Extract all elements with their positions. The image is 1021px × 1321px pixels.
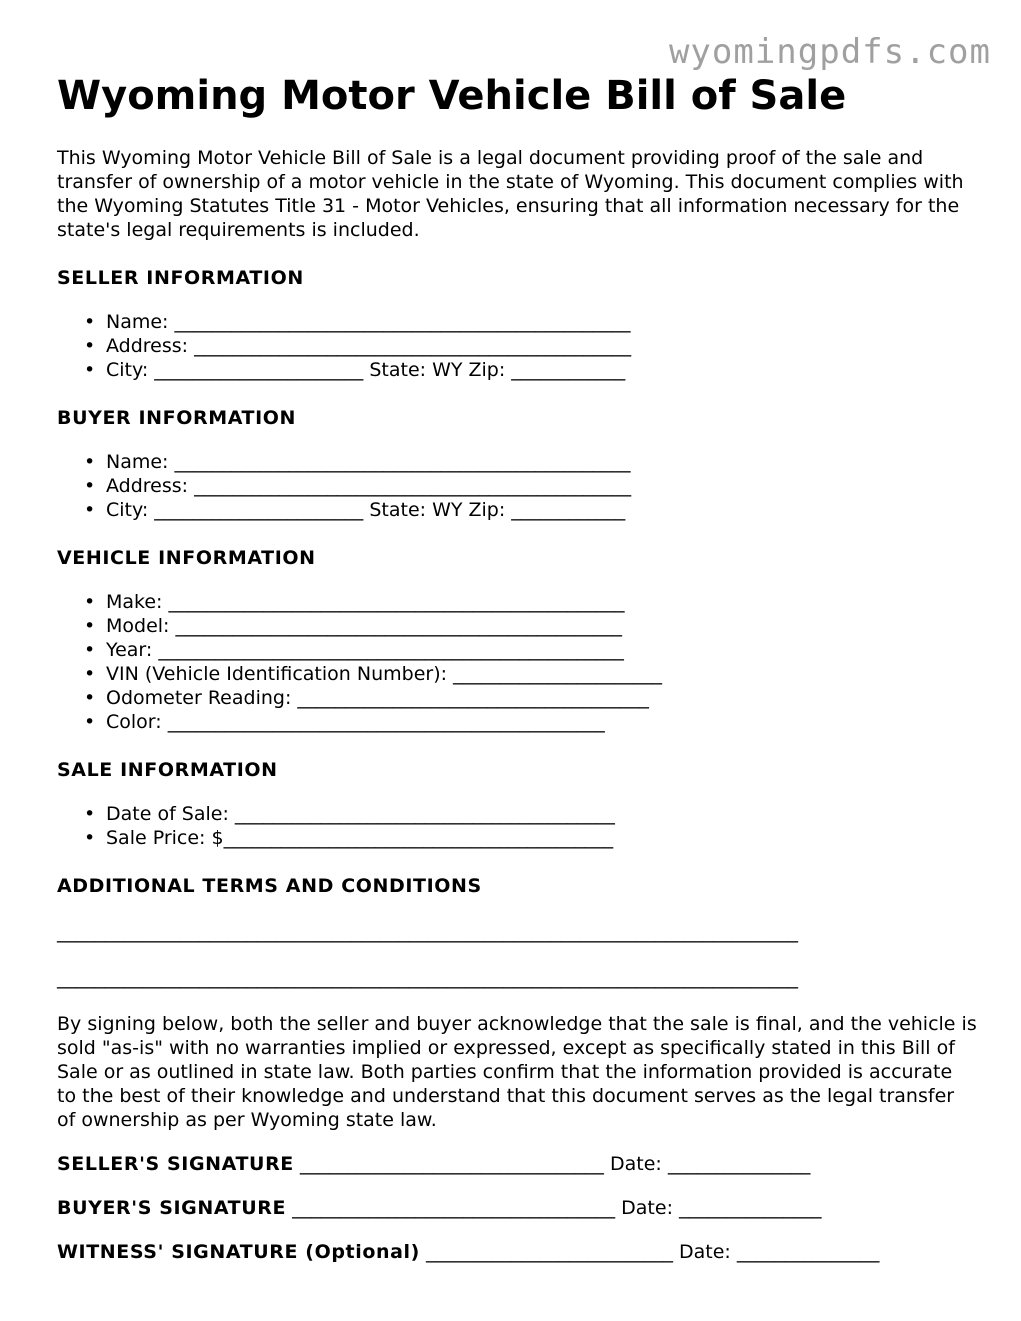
watermark: wyomingpdfs.com: [668, 32, 991, 72]
page-title: Wyoming Motor Vehicle Bill of Sale: [57, 73, 847, 119]
seller-heading: SELLER INFORMATION: [57, 267, 304, 289]
vehicle-fields: [57, 590, 977, 734]
buyer-city-field[interactable]: • City: ______________________ State: WY Zip: ____________: [106, 498, 977, 522]
closing-paragraph: By signing below, both the seller and buyer acknowledge that the sale is final, and the vehicle is sold "as-is" with no warranties implied or expressed, except as specifically stated in this Bill of Sale or as outlined in state law. Both parties confirm that the information provided is accurate to the best of their knowledge and understand that this document serves as the legal transfer of ownership as per Wyoming state law.: [57, 1013, 977, 1131]
seller-signature-field[interactable]: ________________________________ Date: _______________: [293, 1153, 811, 1175]
witness-signature-field[interactable]: __________________________ Date: _______________: [419, 1241, 880, 1263]
seller-address-field[interactable]: • Address: ______________________________________________: [106, 334, 977, 358]
buyer-address-field[interactable]: • Address: ______________________________________________: [106, 474, 977, 498]
seller-signature-row[interactable]: [57, 1152, 977, 1176]
buyer-signature-label: BUYER'S SIGNATURE: [57, 1197, 287, 1219]
document-page: [57, 72, 977, 1264]
vehicle-model-field[interactable]: • Model: _______________________________________________: [106, 614, 977, 638]
seller-city-field[interactable]: • City: ______________________ State: WY Zip: ____________: [106, 358, 977, 382]
buyer-name-field[interactable]: • Name: ________________________________________________: [106, 450, 977, 474]
terms-line-2[interactable]: ______________________________________________________________________________: [57, 967, 798, 989]
sale-price-field[interactable]: • Sale Price: $_________________________________________: [106, 826, 977, 850]
vehicle-odometer-field[interactable]: • Odometer Reading: _____________________________________: [106, 686, 977, 710]
terms-line-1[interactable]: ______________________________________________________________________________: [57, 921, 798, 943]
witness-signature-label: WITNESS' SIGNATURE (Optional): [57, 1241, 420, 1263]
buyer-fields: [57, 450, 977, 522]
vehicle-color-field[interactable]: • Color: ______________________________________________: [106, 710, 977, 734]
seller-fields: [57, 310, 977, 382]
sale-date-field[interactable]: • Date of Sale: ________________________________________: [106, 802, 977, 826]
intro-paragraph: This Wyoming Motor Vehicle Bill of Sale is a legal document providing proof of the sale and transfer of ownership of a motor vehicle in the state of Wyoming. This document complies with the Wyoming Statutes Title 31 - Motor Vehicles, ensuring that all information necessary for the state's legal requirements is included.: [57, 147, 964, 241]
buyer-signature-row[interactable]: [57, 1196, 977, 1220]
witness-signature-row[interactable]: [57, 1240, 977, 1264]
vehicle-make-field[interactable]: • Make: ________________________________________________: [106, 590, 977, 614]
vehicle-year-field[interactable]: • Year: _________________________________________________: [106, 638, 977, 662]
vehicle-vin-field[interactable]: • VIN (Vehicle Identification Number): ______________________: [106, 662, 977, 686]
terms-heading: ADDITIONAL TERMS AND CONDITIONS: [57, 875, 482, 897]
sale-heading: SALE INFORMATION: [57, 759, 278, 781]
seller-signature-label: SELLER'S SIGNATURE: [57, 1153, 294, 1175]
sale-fields: [57, 802, 977, 850]
seller-name-field[interactable]: • Name: ________________________________________________: [106, 310, 977, 334]
vehicle-heading: VEHICLE INFORMATION: [57, 547, 316, 569]
buyer-heading: BUYER INFORMATION: [57, 407, 297, 429]
buyer-signature-field[interactable]: __________________________________ Date: _______________: [286, 1197, 822, 1219]
